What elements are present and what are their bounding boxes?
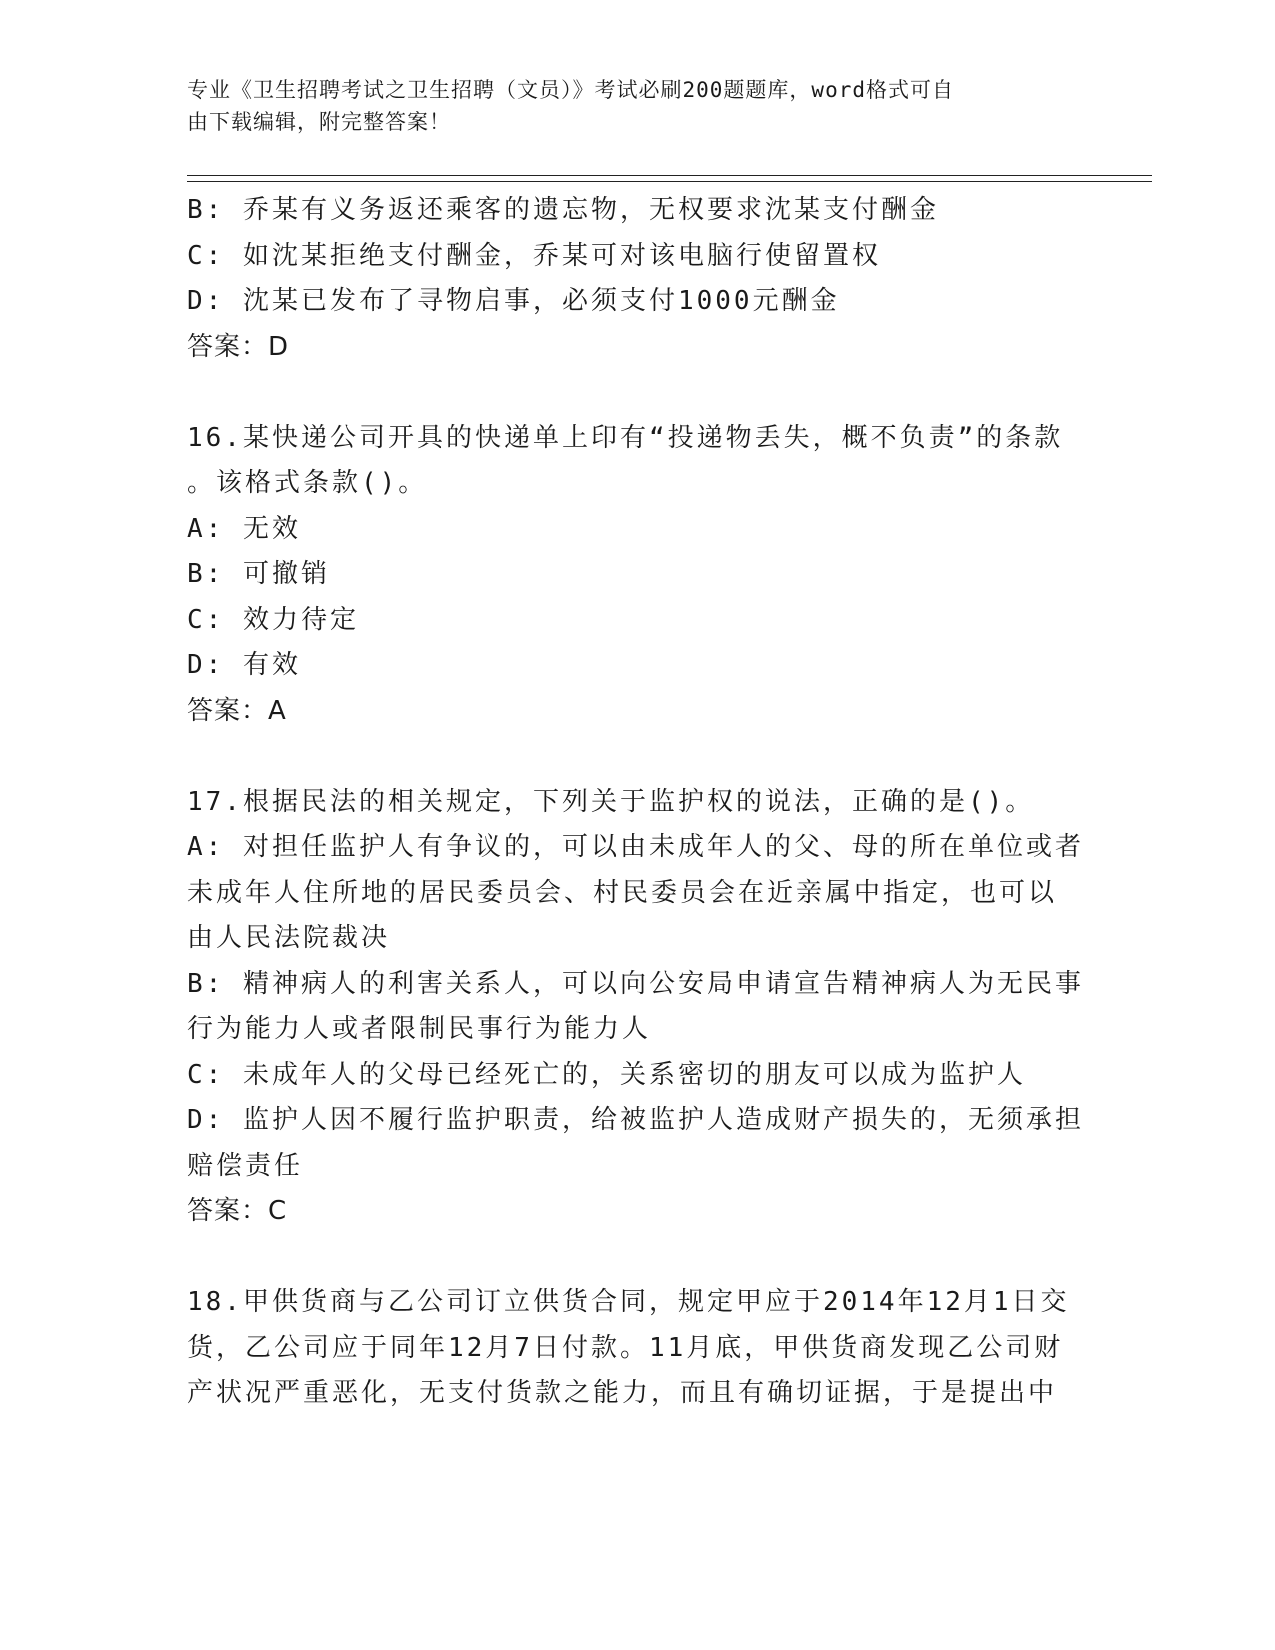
q17-option-d-line-1: D: 监护人因不履行监护职责，给被监护人造成财产损失的，无须承担 xyxy=(187,1105,1084,1135)
question-17 xyxy=(187,780,1087,1235)
q16-stem-line-1: 16.某快递公司开具的快递单上印有“投递物丢失，概不负责”的条款 xyxy=(187,422,1064,453)
q17-option-b-line-2: 行为能力人或者限制民事行为能力人 xyxy=(187,1014,652,1044)
q17-option-b-line-1: B: 精神病人的利害关系人，可以向公安局申请宣告精神病人为无民事 xyxy=(187,968,1084,999)
header-line-1: 专业《卫生招聘考试之卫生招聘（文员）》考试必刷200题题库，word格式可自 xyxy=(187,78,954,102)
header-rule-top xyxy=(187,175,1152,176)
spacer xyxy=(187,734,1087,780)
q16-option-d: D: 有效 xyxy=(187,650,301,680)
spacer xyxy=(187,1235,1087,1281)
q15-answer: 答案：D xyxy=(187,331,290,362)
header-line-2: 由下载编辑，附完整答案！ xyxy=(187,110,451,134)
document-header xyxy=(187,74,1087,138)
header-rule-bottom xyxy=(187,181,1152,182)
q18-stem-line-3: 产状况严重恶化，无支付货款之能力，而且有确切证据，于是提出中 xyxy=(187,1378,1058,1408)
document-body xyxy=(187,188,1087,1417)
q16-option-c: C: 效力待定 xyxy=(187,604,359,635)
q16-option-a: A: 无效 xyxy=(187,513,301,544)
q15-option-c: C: 如沈某拒绝支付酬金，乔某可对该电脑行使留置权 xyxy=(187,240,881,271)
q17-option-a-line-1: A: 对担任监护人有争议的，可以由未成年人的父、母的所在单位或者 xyxy=(187,832,1084,862)
q17-option-c: C: 未成年人的父母已经死亡的，关系密切的朋友可以成为监护人 xyxy=(187,1059,1026,1090)
q17-stem-line-1: 17.根据民法的相关规定，下列关于监护权的说法，正确的是()。 xyxy=(187,786,1035,817)
q16-answer: 答案：A xyxy=(187,695,287,726)
q18-stem-line-1: 18.甲供货商与乙公司订立供货合同，规定甲应于2014年12月1日交 xyxy=(187,1287,1070,1317)
question-18 xyxy=(187,1280,1087,1417)
question-16 xyxy=(187,416,1087,735)
q17-option-a-line-2: 未成年人住所地的居民委员会、村民委员会在近亲属中指定，也可以 xyxy=(187,877,1058,908)
q17-option-d-line-2: 赔偿责任 xyxy=(187,1150,304,1181)
q18-stem-line-2: 货，乙公司应于同年12月7日付款。11月底，甲供货商发现乙公司财 xyxy=(187,1332,1064,1363)
q15-option-d: D: 沈某已发布了寻物启事，必须支付1000元酬金 xyxy=(187,286,840,316)
q17-option-a-line-3: 由人民法院裁决 xyxy=(187,923,391,953)
question-15 xyxy=(187,188,1087,370)
q16-option-b: B: 可撤销 xyxy=(187,559,330,589)
spacer xyxy=(187,370,1087,416)
q15-option-b: B: 乔某有义务返还乘客的遗忘物，无权要求沈某支付酬金 xyxy=(187,195,939,225)
q16-stem-line-2: 。该格式条款()。 xyxy=(187,468,428,498)
q17-answer: 答案：C xyxy=(187,1196,288,1226)
